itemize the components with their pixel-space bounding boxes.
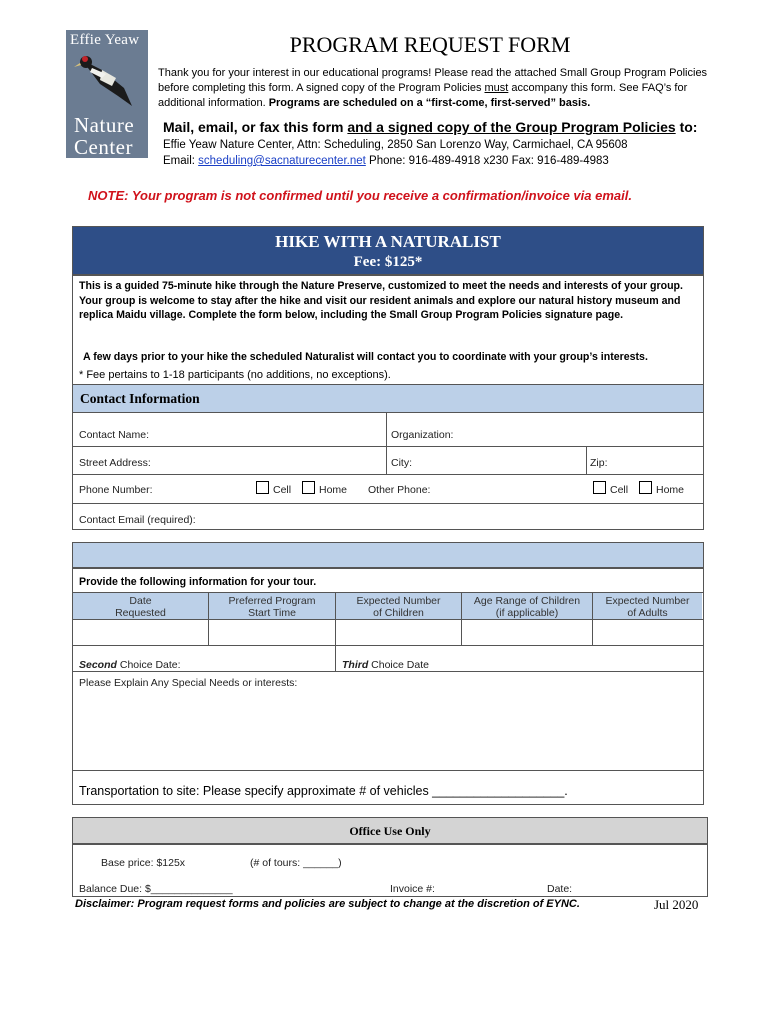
intro-text: Thank you for your interest in our educational programs! Please read the attached Small Group Program Policies before completing this form. A signed copy of the Program Policies must accompany this form. See FAQ’s for additional information. Programs are scheduled on a “first-come, first-served” basis. bbox=[158, 67, 708, 109]
contact-name-field[interactable]: Contact Name: bbox=[79, 429, 150, 441]
hike-header bbox=[72, 226, 704, 276]
city-field[interactable]: City: bbox=[391, 457, 412, 469]
email-link[interactable]: scheduling@sacnaturecenter.net bbox=[198, 155, 366, 167]
contact-header: Contact Information bbox=[72, 384, 704, 413]
base-price: Base price: $125x bbox=[101, 857, 186, 869]
phone-cell-checkbox[interactable]: Cell bbox=[256, 481, 291, 496]
logo-line-1: Effie Yeaw bbox=[70, 32, 140, 48]
contact-email-field[interactable]: Contact Email (required): bbox=[79, 514, 196, 526]
street-address-field[interactable]: Street Address: bbox=[79, 457, 151, 469]
disclaimer: Disclaimer: Program request forms and policies are subject to change at the discretion of EYNC. bbox=[75, 898, 580, 910]
transportation-field[interactable]: Transportation to site: Please specify approximate # of vehicles ___________________. bbox=[79, 784, 568, 798]
tour-header-bar bbox=[72, 542, 704, 569]
logo-line-2: Nature Center bbox=[74, 113, 135, 158]
col-age-range: Age Range of Children (if applicable) bbox=[473, 595, 581, 619]
tour-prompt: Provide the following information for your tour. bbox=[79, 576, 317, 588]
address-line: Effie Yeaw Nature Center, Attn: Scheduling, 2850 San Lorenzo Way, Carmichael, CA 95608 bbox=[163, 139, 628, 151]
invoice-number-field: Invoice #: bbox=[390, 883, 435, 895]
third-choice-date-field[interactable]: Third Choice Date bbox=[342, 659, 429, 671]
organization-field[interactable]: Organization: bbox=[391, 429, 454, 441]
col-expected-adults: Expected Number of Adults bbox=[605, 595, 690, 619]
special-needs-field[interactable]: Please Explain Any Special Needs or interests: bbox=[79, 677, 298, 689]
hike-fee: Fee: $125* bbox=[353, 254, 423, 270]
other-phone-field[interactable]: Other Phone: bbox=[368, 484, 431, 496]
other-home-checkbox[interactable]: Home bbox=[639, 481, 684, 496]
hike-description: This is a guided 75-minute hike through the Nature Preserve, customized to meet the needs and interests of your group. Your group is welcome to stay after the hike and visit our resident animals and explore our natural history museum and replica Maidu village. Complete the form below, including the Small Group Program Policies signature page. bbox=[79, 280, 683, 321]
office-date-field: Date: bbox=[547, 883, 573, 895]
hike-description-2: A few days prior to your hike the scheduled Naturalist will contact you to coordinate with your group’s interests. bbox=[83, 351, 648, 363]
zip-field[interactable]: Zip: bbox=[590, 457, 608, 469]
col-expected-children: Expected Number of Children bbox=[356, 595, 441, 619]
tour-count-field: (# of tours: ______) bbox=[250, 857, 342, 869]
revision-date: Jul 2020 bbox=[654, 897, 699, 912]
phone-number-field[interactable]: Phone Number: bbox=[79, 484, 153, 496]
phone-home-checkbox[interactable]: Home bbox=[302, 481, 347, 496]
col-date-requested: Date Requested bbox=[115, 595, 166, 619]
fee-note: * Fee pertains to 1-18 participants (no additions, no exceptions). bbox=[79, 369, 391, 381]
office-use-header: Office Use Only bbox=[72, 817, 708, 845]
col-start-time: Preferred Program Start Time bbox=[228, 595, 316, 619]
confirmation-note: NOTE: Your program is not confirmed until you receive a confirmation/invoice via email. bbox=[88, 188, 632, 203]
page-title: PROGRAM REQUEST FORM bbox=[289, 32, 571, 57]
hike-title: HIKE WITH A NATURALIST bbox=[275, 232, 501, 251]
balance-due-field: Balance Due: $______________ bbox=[79, 883, 233, 895]
mailing-address: Effie Yeaw Nature Center, Attn: Scheduling, 2850 San Lorenzo Way, Carmichael, CA 95608 Email: scheduling@sacnaturecenter.net Phone: 916-489-4918 x230 Fax: 916-489-4983 bbox=[163, 139, 628, 167]
mail-heading: Mail, email, or fax this form and a signed copy of the Group Program Policies to: bbox=[163, 119, 698, 135]
woodpecker-icon bbox=[72, 48, 142, 114]
other-cell-checkbox[interactable]: Cell bbox=[593, 481, 628, 496]
second-choice-date-field[interactable]: Second Choice Date: bbox=[79, 659, 181, 671]
nature-center-logo bbox=[66, 30, 148, 158]
